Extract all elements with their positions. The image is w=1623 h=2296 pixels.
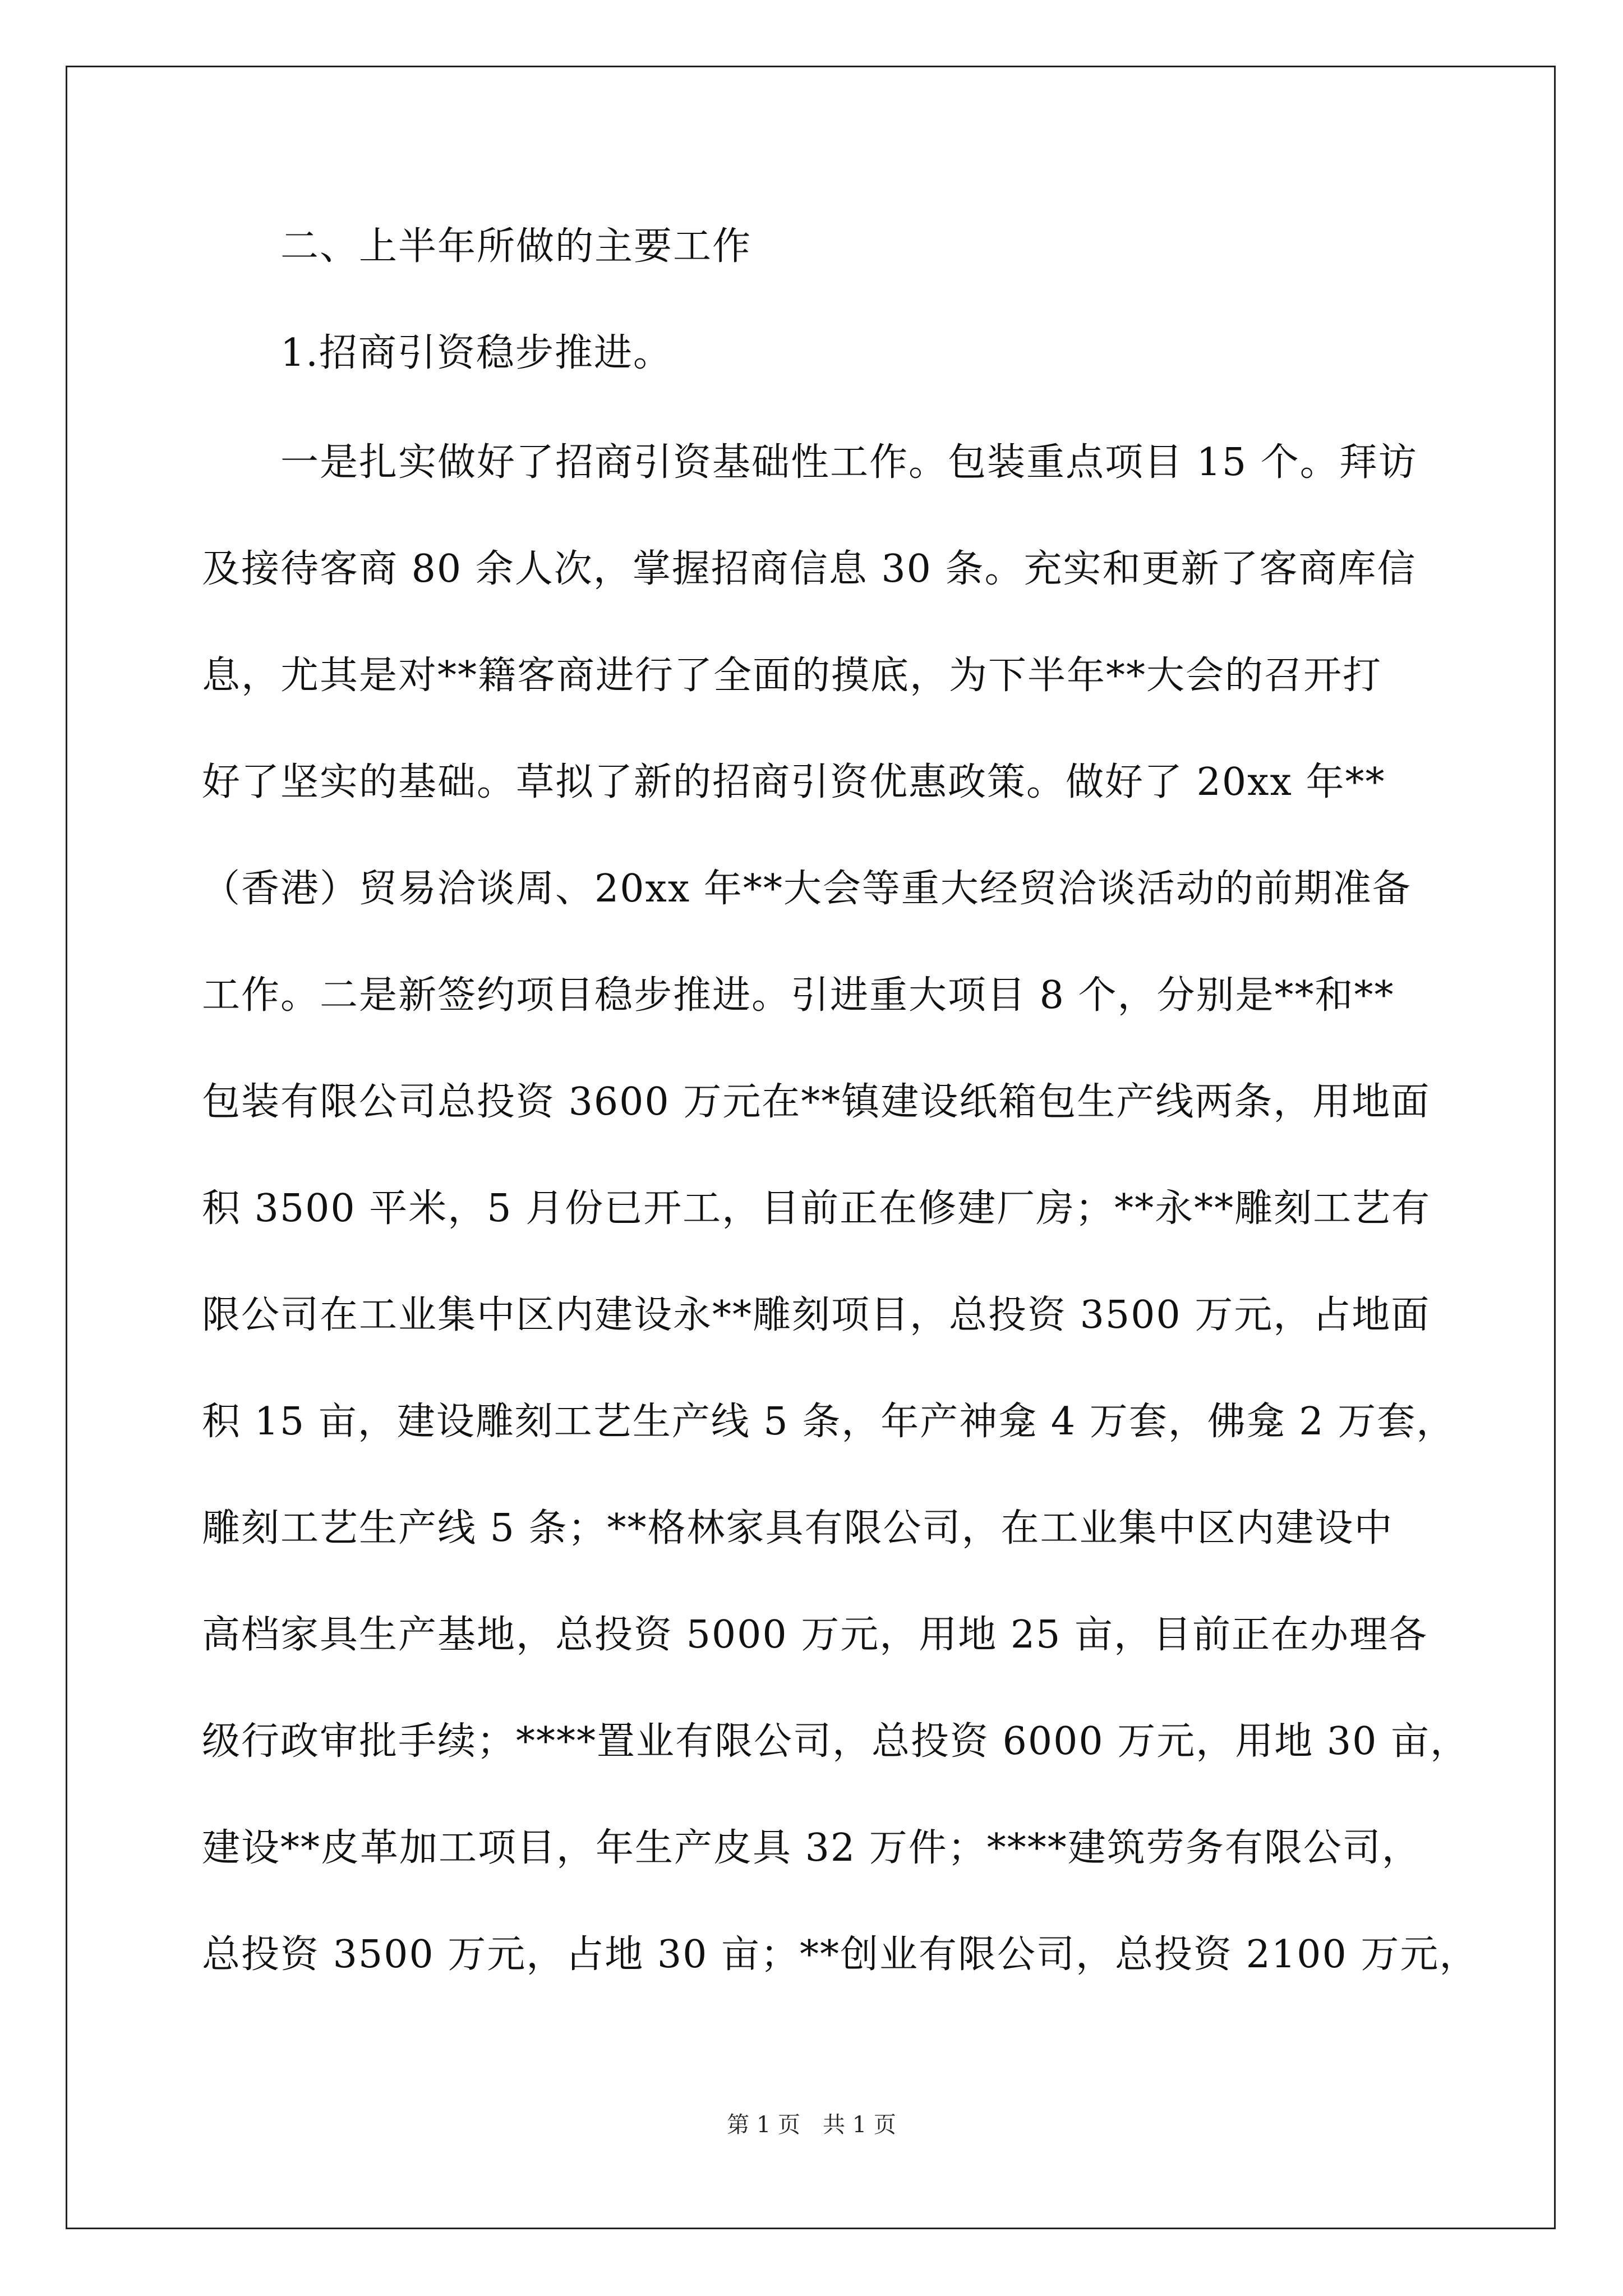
section-heading: 二、上半年所做的主要工作 [280, 224, 752, 269]
paragraph-line: 积 3500 平米，5 月份已开工，目前正在修建厂房；**永**雕刻工艺有 [202, 1186, 1431, 1231]
paragraph-line: 工作。二是新签约项目稳步推进。引进重大项目 8 个，分别是**和** [202, 973, 1395, 1018]
page-number-current: 第 1 页 [727, 2112, 800, 2138]
paragraph-line: 息，尤其是对**籍客商进行了全面的摸底，为下半年**大会的召开打 [202, 654, 1382, 698]
page-footer [0, 2109, 1623, 2141]
paragraph-line: 好了坚实的基础。草拟了新的招商引资优惠政策。做好了 20xx 年** [202, 760, 1386, 804]
paragraph-line: 建设**皮革加工项目，年生产皮具 32 万件；****建筑劳务有限公司， [202, 1826, 1421, 1870]
paragraph-line: 雕刻工艺生产线 5 条；**格林家具有限公司，在工业集中区内建设中 [202, 1506, 1394, 1550]
paragraph-line: 积 15 亩，建设雕刻工艺生产线 5 条，年产神龛 4 万套，佛龛 2 万套， [202, 1400, 1456, 1444]
paragraph-line: 包装有限公司总投资 3600 万元在**镇建设纸箱包生产线两条，用地面 [202, 1080, 1431, 1124]
paragraph-line: 总投资 3500 万元，占地 30 亩；**创业有限公司，总投资 2100 万元， [202, 1932, 1479, 1977]
paragraph-line: 级行政审批手续；****置业有限公司，总投资 6000 万元，用地 30 亩， [202, 1719, 1470, 1764]
subsection-heading: 1.招商引资稳步推进。 [280, 331, 672, 375]
paragraph-line: 一是扎实做好了招商引资基础性工作。包装重点项目 15 个。拜访 [280, 440, 1418, 485]
page-border [66, 66, 1556, 2229]
paragraph-line: 限公司在工业集中区内建设永**雕刻项目，总投资 3500 万元，占地面 [202, 1293, 1431, 1337]
page-number-total: 共 1 页 [823, 2112, 896, 2138]
paragraph-line: （香港）贸易洽谈周、20xx 年**大会等重大经贸洽谈活动的前期准备 [202, 867, 1412, 911]
paragraph-line: 高档家具生产基地，总投资 5000 万元，用地 25 亩，目前正在办理各 [202, 1613, 1428, 1657]
paragraph-line: 及接待客商 80 余人次，掌握招商信息 30 条。充实和更新了客商库信 [202, 547, 1417, 591]
